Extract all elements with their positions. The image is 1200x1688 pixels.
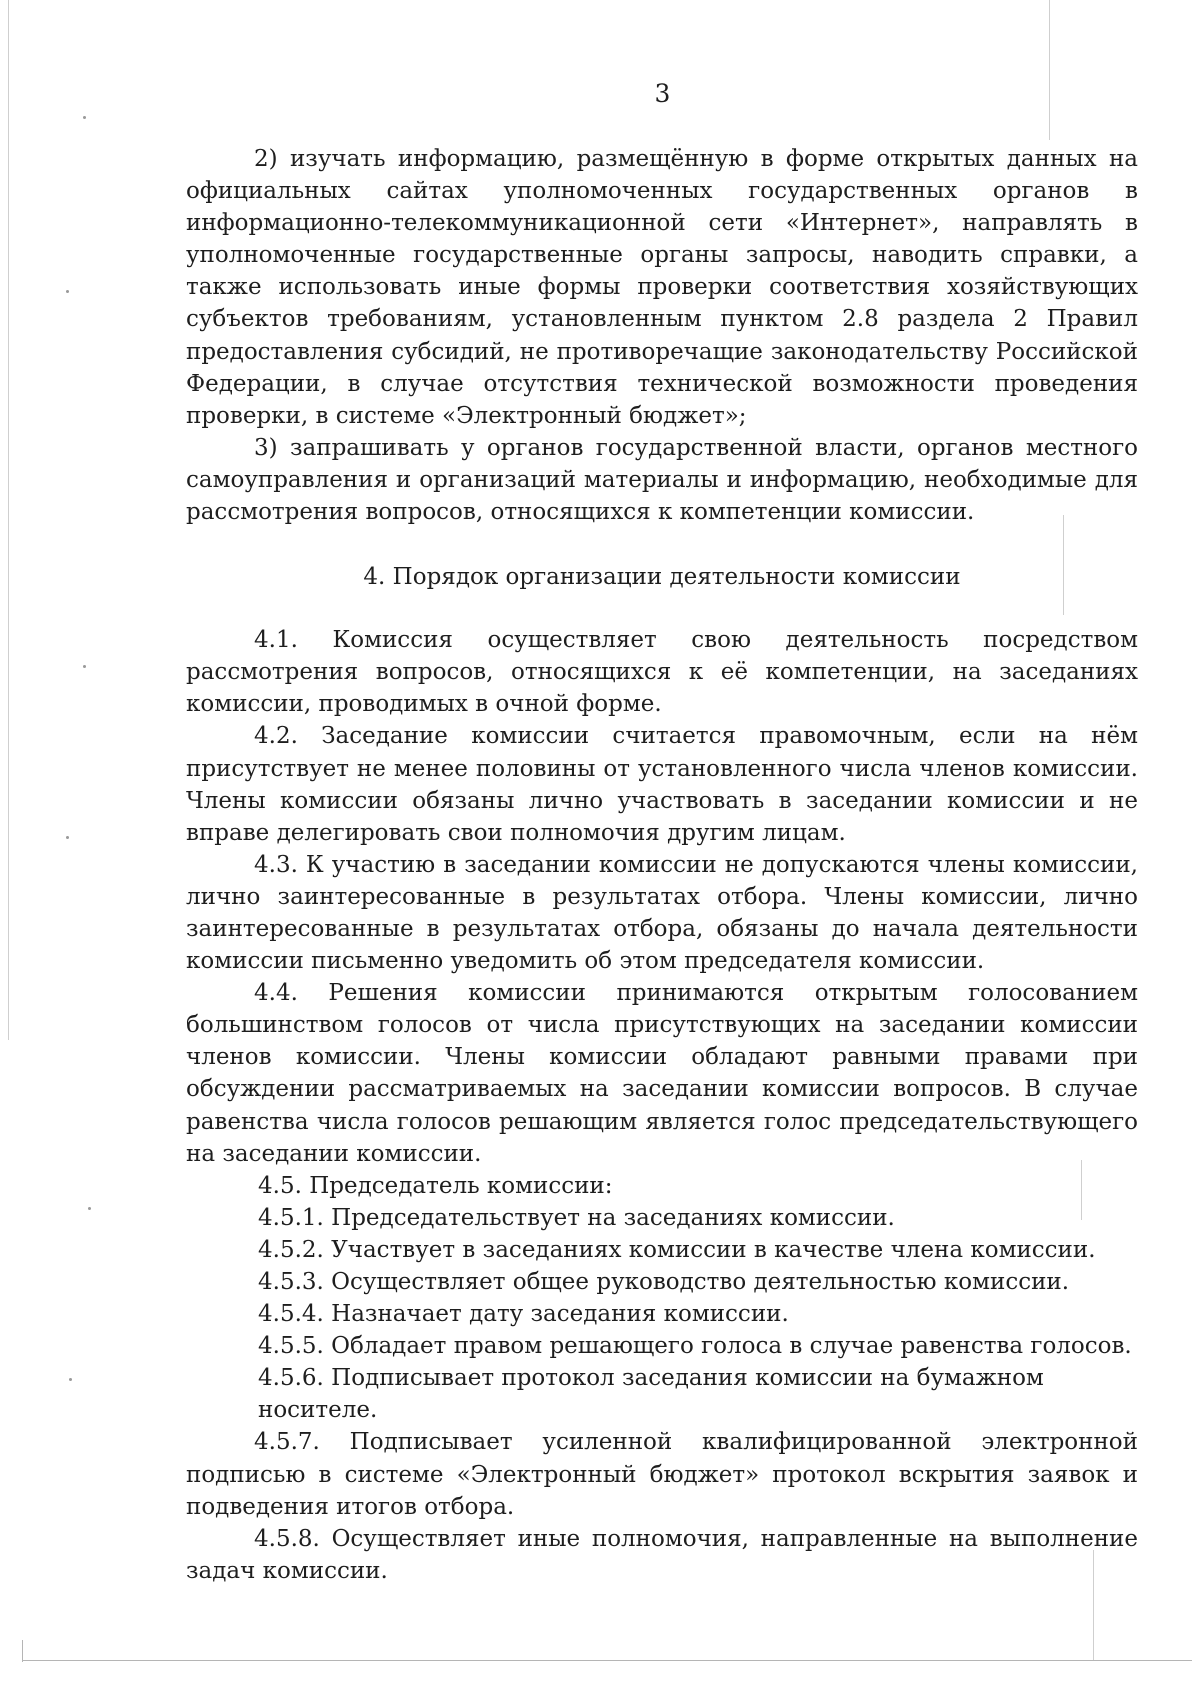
document-body <box>186 143 1138 1587</box>
list-item: 4.5.4. Назначает дату заседания комиссии. <box>258 1301 789 1328</box>
paragraph: 2) изучать информацию, размещённую в форме открытых данных на официальных сайтах уполномоченных государственных органов в информационно-телекоммуникационной сети «Интернет», направлять в уполномоченные государственные органы запросы, наводить справки, а также использовать иные формы проверки соответствия хозяйствующих субъектов требованиям, установленным пунктом 2.8 раздела 2 Правил предоставления субсидий, не противоречащие законодательству Российской Федерации, в случае отсутствия технической возможности проведения проверки, в системе «Электронный бюджет»; <box>186 146 1138 429</box>
scan-artifact <box>8 0 9 1040</box>
paragraph: 4.5.8. Осуществляет иные полномочия, направленные на выполнение задач комиссии. <box>186 1525 1138 1584</box>
page-number: 3 <box>654 79 671 108</box>
paragraph: 4.3. К участию в заседании комиссии не допускаются члены комиссии, лично заинтересованные в результатах отбора. Члены комиссии, лично заинтересованные в результатах отбора, обязаны до начала деятельности комиссии письменно уведомить об этом председателя комиссии. <box>186 851 1138 975</box>
section-heading: 4. Порядок организации деятельности комиссии <box>363 564 961 591</box>
scan-artifact <box>22 1640 23 1662</box>
scan-artifact <box>88 1207 91 1210</box>
paragraph: 4.2. Заседание комиссии считается правомочным, если на нём присутствует не менее половины от установленного числа членов комиссии. Члены комиссии обязаны лично участвовать в заседании комиссии и не вправе делегировать свои полномочия другим лицам. <box>186 723 1138 846</box>
scan-artifact <box>83 116 86 119</box>
paragraph: 4.5.7. Подписывает усиленной квалифицированной электронной подписью в системе «Электронный бюджет» протокол вскрытия заявок и подведения итогов отбора. <box>186 1429 1138 1520</box>
paragraph: 4.1. Комиссия осуществляет свою деятельность посредством рассмотрения вопросов, относящихся к её компетенции, на заседаниях комиссии, проводимых в очной форме. <box>186 627 1138 718</box>
list-item: 4.5.1. Председательствует на заседаниях комиссии. <box>258 1204 895 1231</box>
scan-artifact <box>22 1660 1192 1661</box>
scan-artifact <box>1049 0 1050 140</box>
list-item: 4.5.3. Осуществляет общее руководство деятельностью комиссии. <box>258 1269 1070 1295</box>
scan-artifact <box>69 1378 72 1381</box>
list-item: 4.5.2. Участвует в заседаниях комиссии в качестве члена комиссии. <box>258 1236 1096 1263</box>
list-item: 4.5.6. Подписывает протокол заседания комиссии на бумажном носителе. <box>258 1365 1044 1424</box>
list-item: 4.5. Председатель комиссии: <box>258 1172 613 1199</box>
paragraph: 4.4. Решения комиссии принимаются открытым голосованием большинством голосов от числа присутствующих на заседании комиссии членов комиссии. Члены комиссии обладают равными правами при обсуждении рассматриваемых на заседании комиссии вопросов. В случае равенства числа голосов решающим является голос председательствующего на заседании комиссии. <box>186 980 1138 1167</box>
scan-artifact <box>66 290 69 293</box>
scan-artifact <box>66 836 69 839</box>
paragraph: 3) запрашивать у органов государственной власти, органов местного самоуправления и организаций материалы и информацию, необходимые для рассмотрения вопросов, относящихся к компетенции комиссии. <box>186 434 1138 526</box>
list-item: 4.5.5. Обладает правом решающего голоса в случае равенства голосов. <box>258 1333 1132 1360</box>
scan-artifact <box>83 665 86 668</box>
